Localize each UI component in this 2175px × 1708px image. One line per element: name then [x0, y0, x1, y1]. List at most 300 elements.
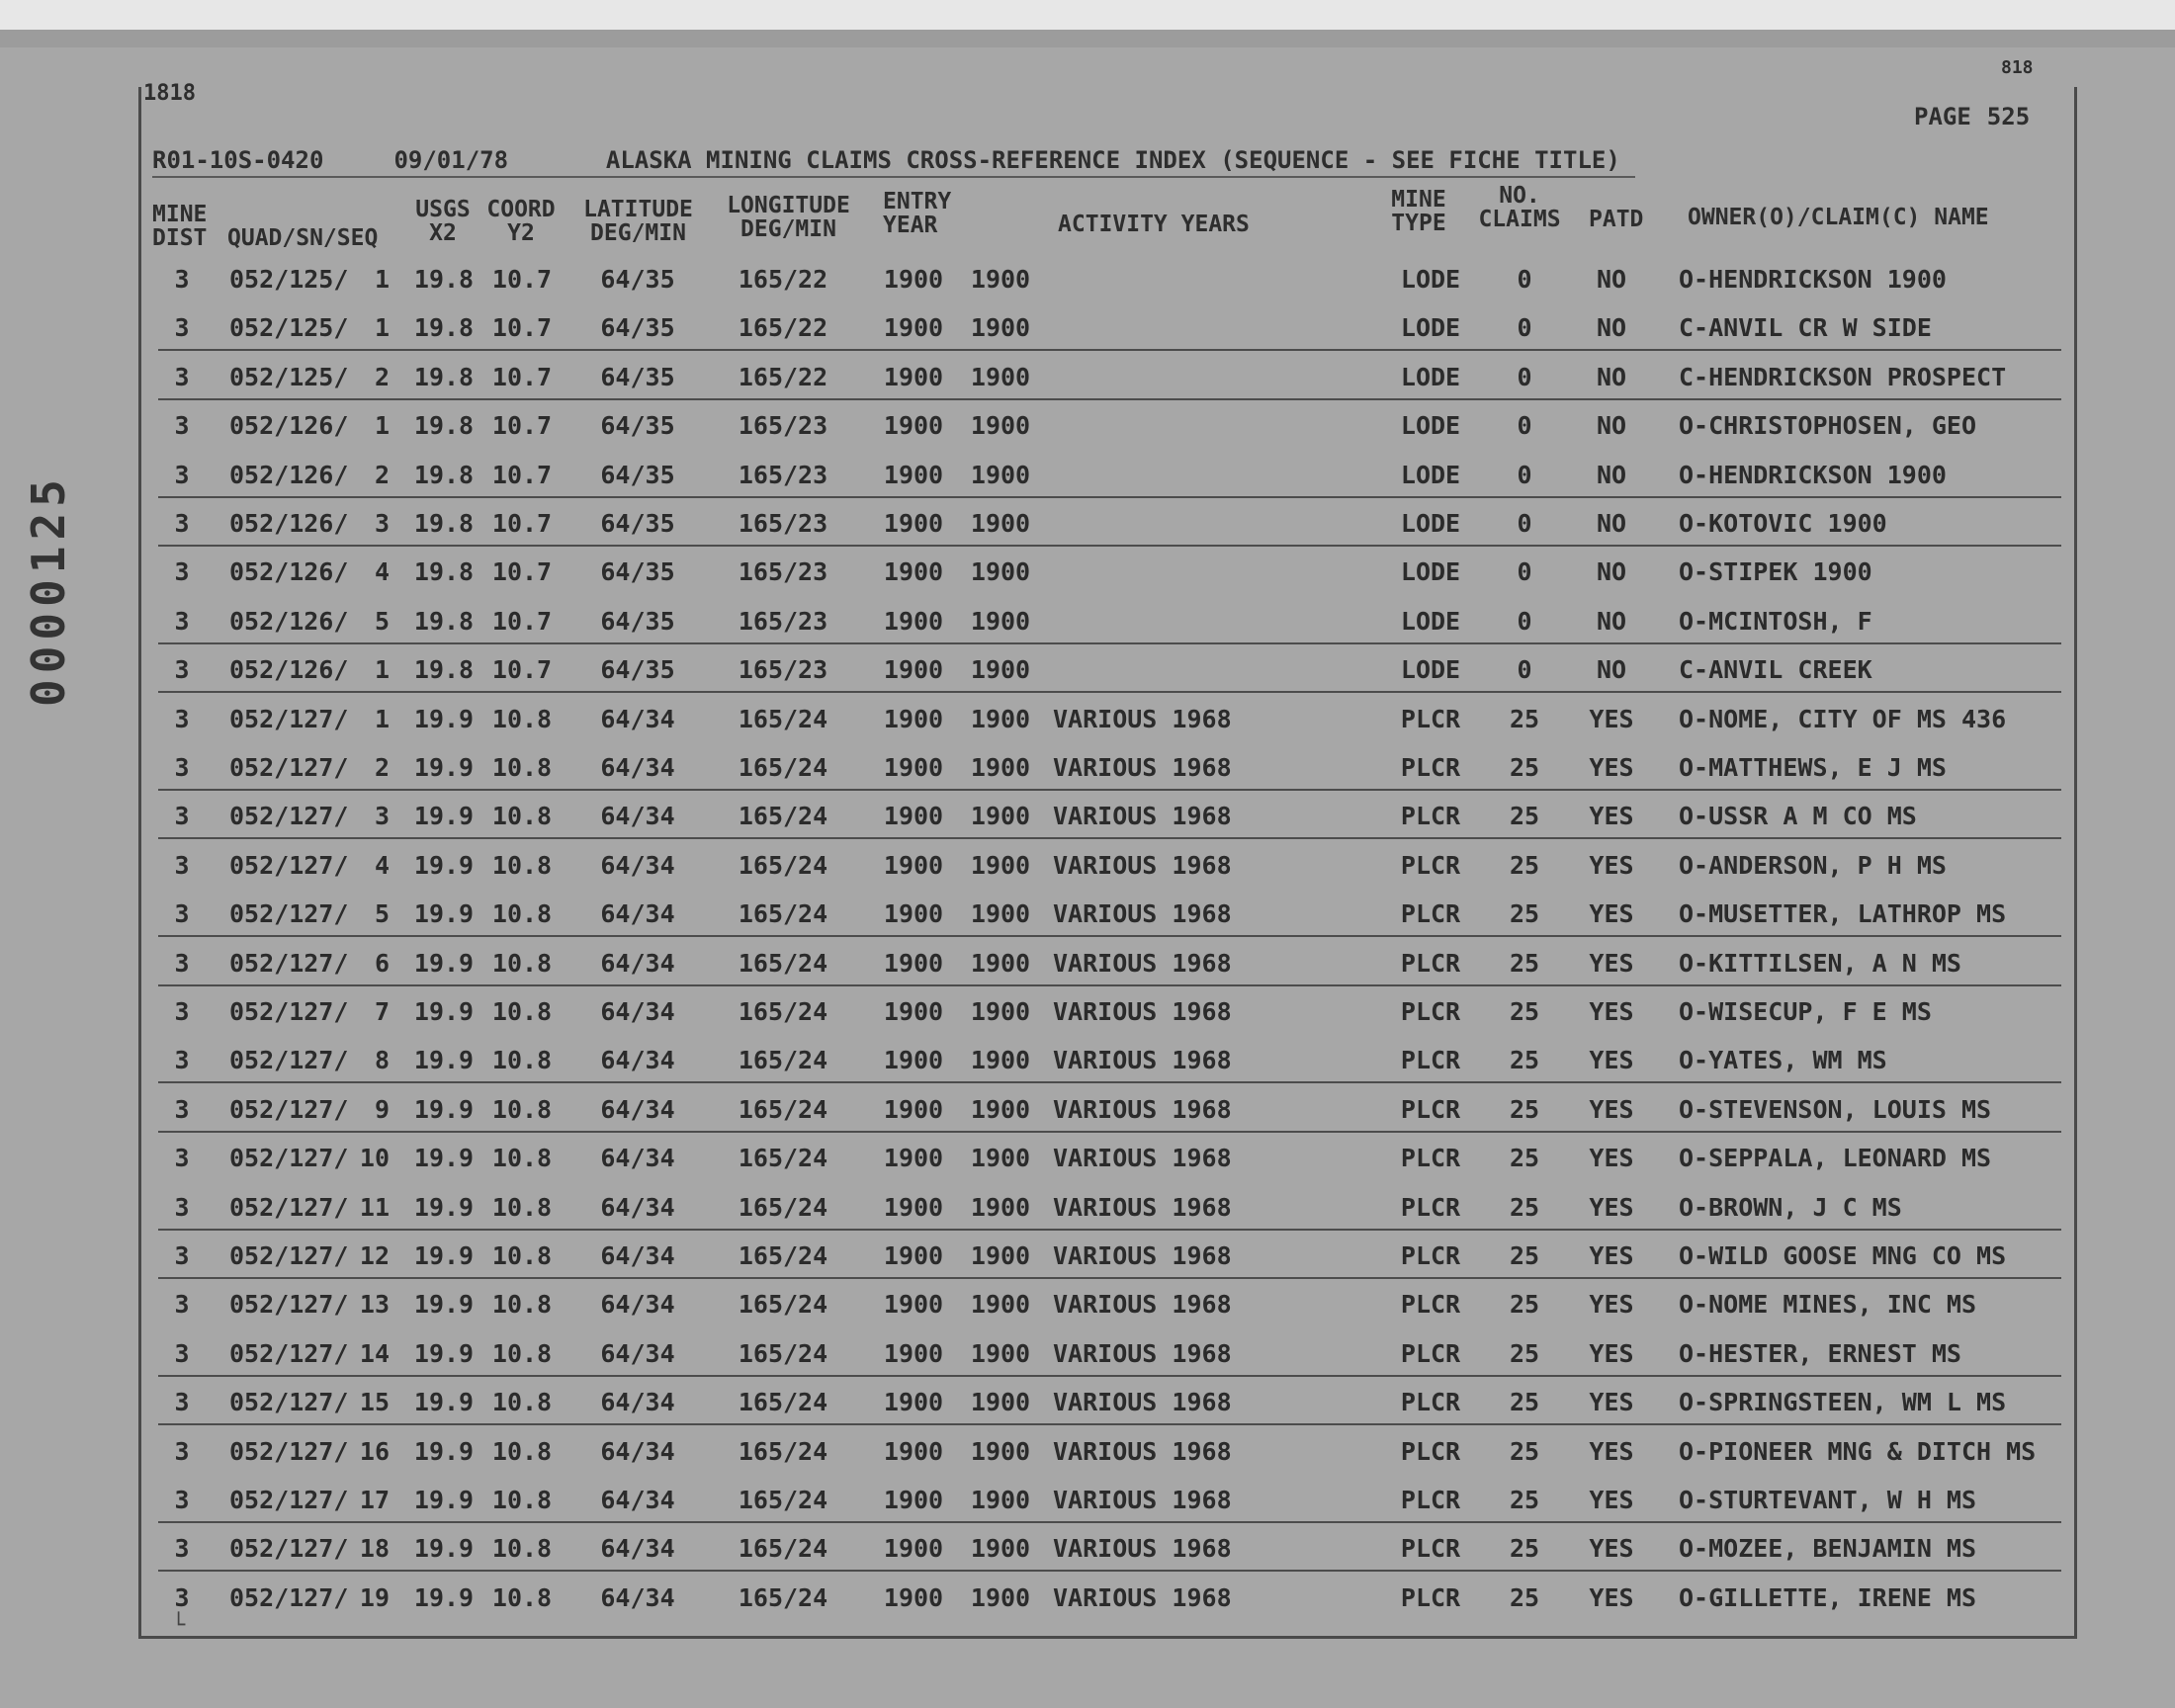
- cell-lon: 165/24: [738, 1534, 828, 1564]
- cell-name: O-SPRINGSTEEN, WM L MS: [1679, 1388, 2007, 1417]
- cell-lon: 165/24: [738, 1094, 828, 1124]
- cell-y: 10.8: [491, 1192, 553, 1222]
- col-mine-dist-line2: DIST: [152, 225, 208, 251]
- cell-quad: 052/126/: [229, 606, 349, 636]
- cell-x: 19.8: [413, 655, 475, 685]
- cell-y1: 1900: [883, 1338, 944, 1368]
- cell-y: 10.8: [491, 802, 553, 831]
- cell-name: O-MATTHEWS, E J MS: [1679, 753, 1947, 782]
- cell-lat: 64/34: [600, 1582, 675, 1612]
- cell-dist: 3: [174, 460, 190, 489]
- cell-quad: 052/127/: [229, 1534, 349, 1564]
- cell-pat: YES: [1589, 1388, 1634, 1417]
- cell-y2: 1900: [970, 460, 1031, 489]
- cell-lon: 165/24: [738, 704, 828, 733]
- cell-dist: 3: [174, 850, 190, 880]
- cell-claims: 25: [1509, 1144, 1540, 1173]
- col-coord: [481, 198, 561, 245]
- cell-act: VARIOUS 1968: [1053, 948, 1232, 978]
- cell-name: O-STURTEVANT, W H MS: [1679, 1486, 1977, 1514]
- cell-y2: 1900: [970, 411, 1031, 441]
- cell-y2: 1900: [970, 1388, 1031, 1417]
- cell-claims: 0: [1517, 460, 1532, 489]
- cell-dist: 3: [174, 1338, 190, 1368]
- cell-dist: 3: [174, 1534, 190, 1564]
- cell-y: 10.7: [491, 265, 553, 294]
- cell-act: VARIOUS 1968: [1053, 1094, 1232, 1124]
- cell-y2: 1900: [970, 1094, 1031, 1124]
- cell-lon: 165/22: [738, 265, 828, 294]
- table-row: [158, 1229, 2061, 1279]
- cell-quad: 052/127/: [229, 1388, 349, 1417]
- table-row: [158, 740, 2061, 791]
- cell-type: PLCR: [1400, 704, 1461, 733]
- cell-type: LODE: [1400, 655, 1461, 685]
- cell-y: 10.8: [491, 704, 553, 733]
- cell-lat: 64/34: [600, 704, 675, 733]
- cell-x: 19.8: [413, 362, 475, 391]
- cell-type: LODE: [1400, 509, 1461, 538]
- cell-name: O-GILLETTE, IRENE MS: [1679, 1582, 1977, 1612]
- cell-y2: 1900: [970, 1192, 1031, 1222]
- cell-name: O-MCINTOSH, F: [1679, 606, 1872, 636]
- cell-claims: 0: [1517, 313, 1532, 343]
- cell-seq: 13: [359, 1290, 390, 1320]
- cell-seq: 1: [374, 655, 390, 685]
- cell-seq: 1: [374, 411, 390, 441]
- cell-seq: 19: [359, 1582, 390, 1612]
- cell-quad: 052/126/: [229, 655, 349, 685]
- cell-y1: 1900: [883, 411, 944, 441]
- table-row: [158, 1571, 2061, 1619]
- cell-y2: 1900: [970, 265, 1031, 294]
- table-row: [158, 1277, 2061, 1325]
- cell-lon: 165/24: [738, 899, 828, 929]
- cell-x: 19.9: [413, 704, 475, 733]
- cell-claims: 25: [1509, 948, 1540, 978]
- cell-seq: 16: [359, 1436, 390, 1466]
- cell-y1: 1900: [883, 606, 944, 636]
- cell-lon: 165/24: [738, 1582, 828, 1612]
- table-row: [158, 887, 2061, 937]
- cell-y1: 1900: [883, 460, 944, 489]
- cell-x: 19.9: [413, 1436, 475, 1466]
- table-row: [158, 1424, 2061, 1473]
- cell-lon: 165/23: [738, 557, 828, 587]
- cell-lat: 64/35: [600, 557, 675, 587]
- cell-name: C-HENDRICKSON PROSPECT: [1679, 362, 2007, 391]
- cell-x: 19.9: [413, 1338, 475, 1368]
- cell-name: O-HENDRICKSON 1900: [1679, 460, 1947, 489]
- report-title: ALASKA MINING CLAIMS CROSS-REFERENCE INDEX (SEQUENCE - SEE FICHE TITLE): [605, 146, 1620, 174]
- cell-y1: 1900: [883, 802, 944, 831]
- cell-pat: NO: [1596, 557, 1627, 587]
- cell-lat: 64/34: [600, 802, 675, 831]
- cell-dist: 3: [174, 802, 190, 831]
- cell-y1: 1900: [883, 1094, 944, 1124]
- cell-pat: YES: [1589, 1338, 1634, 1368]
- cell-y1: 1900: [883, 948, 944, 978]
- cell-type: PLCR: [1400, 753, 1461, 782]
- cell-pat: NO: [1596, 509, 1627, 538]
- cell-seq: 1: [374, 313, 390, 343]
- table-row: [158, 692, 2061, 740]
- cell-lat: 64/34: [600, 1241, 675, 1270]
- cell-y: 10.8: [491, 850, 553, 880]
- cell-type: PLCR: [1400, 1046, 1461, 1075]
- cell-name: O-SEPPALA, LEONARD MS: [1679, 1144, 1992, 1173]
- cell-quad: 052/125/: [229, 265, 349, 294]
- cell-y: 10.8: [491, 1582, 553, 1612]
- cell-seq: 11: [359, 1192, 390, 1222]
- cell-pat: YES: [1589, 1144, 1634, 1173]
- cell-lon: 165/24: [738, 1338, 828, 1368]
- cell-lon: 165/24: [738, 1241, 828, 1270]
- cell-dist: 3: [174, 1582, 190, 1612]
- cell-y1: 1900: [883, 997, 944, 1026]
- corner-code: 818: [2001, 57, 2034, 78]
- cell-name: O-STIPEK 1900: [1679, 557, 1872, 587]
- cell-dist: 3: [174, 1046, 190, 1075]
- cell-dist: 3: [174, 557, 190, 587]
- cell-claims: 25: [1509, 1290, 1540, 1320]
- cell-y: 10.7: [491, 509, 553, 538]
- cell-y: 10.8: [491, 1290, 553, 1320]
- cell-y1: 1900: [883, 1046, 944, 1075]
- table-row: [158, 496, 2061, 547]
- col-coord-line2: Y2: [507, 220, 535, 246]
- cell-dist: 3: [174, 1241, 190, 1270]
- cell-seq: 7: [374, 997, 390, 1026]
- cell-dist: 3: [174, 509, 190, 538]
- cell-lat: 64/34: [600, 1046, 675, 1075]
- cell-y: 10.8: [491, 1046, 553, 1075]
- cell-name: O-USSR A M CO MS: [1679, 802, 1917, 831]
- cell-lat: 64/34: [600, 1388, 675, 1417]
- cell-dist: 3: [174, 704, 190, 733]
- cell-seq: 8: [374, 1046, 390, 1075]
- cell-x: 19.9: [413, 1534, 475, 1564]
- cell-y2: 1900: [970, 606, 1031, 636]
- cell-claims: 25: [1509, 850, 1540, 880]
- table-row: [158, 642, 2061, 693]
- cell-y2: 1900: [970, 948, 1031, 978]
- cell-claims: 25: [1509, 1534, 1540, 1564]
- cell-y2: 1900: [970, 997, 1031, 1026]
- cell-type: LODE: [1400, 411, 1461, 441]
- cell-x: 19.8: [413, 557, 475, 587]
- cell-claims: 25: [1509, 1192, 1540, 1222]
- table-row: [158, 1521, 2061, 1572]
- cell-lat: 64/35: [600, 460, 675, 489]
- cell-lat: 64/35: [600, 313, 675, 343]
- cell-claims: 25: [1509, 1094, 1540, 1124]
- cell-claims: 25: [1509, 997, 1540, 1026]
- cell-y1: 1900: [883, 704, 944, 733]
- report-header: [152, 146, 1635, 174]
- cell-y2: 1900: [970, 899, 1031, 929]
- cell-y2: 1900: [970, 850, 1031, 880]
- cell-claims: 25: [1509, 1388, 1540, 1417]
- cell-dist: 3: [174, 1486, 190, 1514]
- cell-lat: 64/35: [600, 655, 675, 685]
- cell-y1: 1900: [883, 1241, 944, 1270]
- cell-seq: 4: [374, 850, 390, 880]
- cell-dist: 3: [174, 899, 190, 929]
- cell-dist: 3: [174, 1192, 190, 1222]
- cell-dist: 3: [174, 313, 190, 343]
- cell-pat: YES: [1589, 1486, 1634, 1514]
- cell-claims: 25: [1509, 899, 1540, 929]
- cell-y1: 1900: [883, 1436, 944, 1466]
- cell-lat: 64/34: [600, 1192, 675, 1222]
- cell-seq: 10: [359, 1144, 390, 1173]
- col-entry-line1: ENTRY: [883, 189, 952, 214]
- table-row: [158, 1131, 2061, 1179]
- cell-lat: 64/34: [600, 753, 675, 782]
- cell-act: VARIOUS 1968: [1053, 802, 1232, 831]
- col-mine-dist: [152, 203, 207, 250]
- cell-lon: 165/24: [738, 948, 828, 978]
- cell-x: 19.9: [413, 1290, 475, 1320]
- cell-claims: 25: [1509, 1582, 1540, 1612]
- cell-lon: 165/24: [738, 1388, 828, 1417]
- cell-lon: 165/23: [738, 411, 828, 441]
- cell-pat: NO: [1596, 265, 1627, 294]
- cell-type: PLCR: [1400, 948, 1461, 978]
- cell-act: VARIOUS 1968: [1053, 1582, 1232, 1612]
- cell-x: 19.9: [413, 1582, 475, 1612]
- cell-claims: 25: [1509, 753, 1540, 782]
- cell-type: LODE: [1400, 313, 1461, 343]
- cell-y: 10.8: [491, 899, 553, 929]
- cell-pat: YES: [1589, 1192, 1634, 1222]
- cell-type: PLCR: [1400, 997, 1461, 1026]
- cell-y2: 1900: [970, 1486, 1031, 1514]
- cell-y: 10.7: [491, 411, 553, 441]
- cell-x: 19.9: [413, 753, 475, 782]
- cell-lon: 165/24: [738, 1144, 828, 1173]
- cell-quad: 052/127/: [229, 1046, 349, 1075]
- cell-y: 10.8: [491, 1388, 553, 1417]
- header-underline: [152, 176, 1635, 178]
- cell-y: 10.7: [491, 557, 553, 587]
- cell-y1: 1900: [883, 265, 944, 294]
- cell-name: C-ANVIL CREEK: [1679, 655, 1872, 685]
- cell-type: LODE: [1400, 606, 1461, 636]
- cell-act: VARIOUS 1968: [1053, 1144, 1232, 1173]
- cell-x: 19.9: [413, 1144, 475, 1173]
- cell-dist: 3: [174, 753, 190, 782]
- table-row: [158, 1180, 2061, 1231]
- cell-y: 10.8: [491, 1534, 553, 1564]
- cell-seq: 17: [359, 1486, 390, 1514]
- cell-x: 19.9: [413, 1486, 475, 1514]
- cell-act: VARIOUS 1968: [1053, 1534, 1232, 1564]
- cell-y2: 1900: [970, 509, 1031, 538]
- cell-lat: 64/35: [600, 265, 675, 294]
- cell-seq: 2: [374, 753, 390, 782]
- cell-y: 10.8: [491, 1338, 553, 1368]
- cell-act: VARIOUS 1968: [1053, 1046, 1232, 1075]
- cell-name: O-MUSETTER, LATHROP MS: [1679, 899, 2007, 929]
- cell-type: PLCR: [1400, 802, 1461, 831]
- cell-dist: 3: [174, 1094, 190, 1124]
- cell-type: PLCR: [1400, 1192, 1461, 1222]
- cell-seq: 1: [374, 704, 390, 733]
- table-row: [158, 398, 2061, 447]
- cell-dist: 3: [174, 606, 190, 636]
- cell-lon: 165/22: [738, 362, 828, 391]
- cell-dist: 3: [174, 1144, 190, 1173]
- cell-act: VARIOUS 1968: [1053, 899, 1232, 929]
- cell-quad: 052/125/: [229, 313, 349, 343]
- cell-pat: NO: [1596, 460, 1627, 489]
- cell-y: 10.7: [491, 606, 553, 636]
- table-row: [158, 1082, 2061, 1133]
- cell-y1: 1900: [883, 509, 944, 538]
- cell-quad: 052/127/: [229, 1290, 349, 1320]
- cell-claims: 0: [1517, 557, 1532, 587]
- cell-act: VARIOUS 1968: [1053, 1338, 1232, 1368]
- col-usgs-line1: USGS: [415, 197, 471, 222]
- cell-lon: 165/23: [738, 655, 828, 685]
- cell-seq: 4: [374, 557, 390, 587]
- cell-y1: 1900: [883, 362, 944, 391]
- table-row: [158, 252, 2061, 300]
- cell-pat: YES: [1589, 1094, 1634, 1124]
- table-row: [158, 1033, 2061, 1083]
- cell-quad: 052/127/: [229, 704, 349, 733]
- cell-y: 10.8: [491, 1241, 553, 1270]
- cell-pat: YES: [1589, 1534, 1634, 1564]
- cell-seq: 2: [374, 460, 390, 489]
- cell-lat: 64/34: [600, 1534, 675, 1564]
- table-row: [158, 984, 2061, 1033]
- cell-y: 10.7: [491, 313, 553, 343]
- cell-name: O-NOME, CITY OF MS 436: [1679, 704, 2007, 733]
- cell-lon: 165/24: [738, 753, 828, 782]
- cell-lon: 165/24: [738, 802, 828, 831]
- cell-y2: 1900: [970, 1290, 1031, 1320]
- cell-quad: 052/126/: [229, 411, 349, 441]
- cell-name: O-KOTOVIC 1900: [1679, 509, 1887, 538]
- cell-lat: 64/34: [600, 850, 675, 880]
- table-row: [158, 448, 2061, 498]
- table-row: [158, 838, 2061, 887]
- cell-quad: 052/127/: [229, 1582, 349, 1612]
- col-longitude-line2: DEG/MIN: [740, 216, 836, 242]
- cell-name: C-ANVIL CR W SIDE: [1679, 313, 1932, 343]
- cell-pat: YES: [1589, 704, 1634, 733]
- cell-y: 10.8: [491, 1436, 553, 1466]
- cell-quad: 052/126/: [229, 557, 349, 587]
- cell-y1: 1900: [883, 1290, 944, 1320]
- cell-name: O-NOME MINES, INC MS: [1679, 1290, 1977, 1320]
- col-usgs-line2: X2: [429, 220, 457, 246]
- cell-claims: 0: [1517, 606, 1532, 636]
- cell-claims: 25: [1509, 704, 1540, 733]
- report-id: R01-10S-0420: [152, 146, 324, 174]
- cell-seq: 9: [374, 1094, 390, 1124]
- cell-y: 10.8: [491, 753, 553, 782]
- cell-y2: 1900: [970, 1582, 1031, 1612]
- cell-pat: YES: [1589, 899, 1634, 929]
- col-latitude: [581, 198, 695, 245]
- cell-lon: 165/23: [738, 509, 828, 538]
- cell-y1: 1900: [883, 557, 944, 587]
- col-latitude-line1: LATITUDE: [583, 197, 693, 222]
- cell-seq: 6: [374, 948, 390, 978]
- cell-name: O-WILD GOOSE MNG CO MS: [1679, 1241, 2007, 1270]
- cell-type: PLCR: [1400, 1290, 1461, 1320]
- cell-claims: 0: [1517, 655, 1532, 685]
- cell-act: VARIOUS 1968: [1053, 1436, 1232, 1466]
- cell-pat: YES: [1589, 753, 1634, 782]
- col-activity: ACTIVITY YEARS: [1058, 212, 1250, 237]
- cell-act: VARIOUS 1968: [1053, 1192, 1232, 1222]
- cell-quad: 052/127/: [229, 1338, 349, 1368]
- cell-y: 10.8: [491, 997, 553, 1026]
- cell-x: 19.9: [413, 1094, 475, 1124]
- cell-dist: 3: [174, 1436, 190, 1466]
- cell-y1: 1900: [883, 655, 944, 685]
- table-row: [158, 936, 2061, 986]
- cell-y1: 1900: [883, 313, 944, 343]
- cell-act: VARIOUS 1968: [1053, 1241, 1232, 1270]
- cell-lat: 64/34: [600, 899, 675, 929]
- col-owner-claim-name: OWNER(O)/CLAIM(C) NAME: [1688, 205, 1989, 230]
- cell-y2: 1900: [970, 313, 1031, 343]
- col-entry: [883, 190, 951, 237]
- cell-quad: 052/127/: [229, 753, 349, 782]
- cell-y: 10.7: [491, 362, 553, 391]
- cell-y2: 1900: [970, 1241, 1031, 1270]
- cell-claims: 25: [1509, 1486, 1540, 1514]
- col-claims-line2: CLAIMS: [1478, 207, 1561, 232]
- cell-quad: 052/126/: [229, 460, 349, 489]
- cell-lon: 165/23: [738, 606, 828, 636]
- cell-lon: 165/24: [738, 1290, 828, 1320]
- cell-lon: 165/24: [738, 1046, 828, 1075]
- cell-x: 19.9: [413, 899, 475, 929]
- cell-quad: 052/125/: [229, 362, 349, 391]
- col-mine-dist-line1: MINE: [152, 202, 208, 227]
- cell-quad: 052/127/: [229, 850, 349, 880]
- cell-type: PLCR: [1400, 1241, 1461, 1270]
- cell-name: O-BROWN, J C MS: [1679, 1192, 1902, 1222]
- col-mine-type-line2: TYPE: [1391, 211, 1446, 236]
- table-row: [158, 1473, 2061, 1523]
- cell-pat: NO: [1596, 313, 1627, 343]
- cell-name: O-PIONEER MNG & DITCH MS: [1679, 1436, 2037, 1466]
- cell-pat: NO: [1596, 606, 1627, 636]
- cell-lat: 64/34: [600, 1290, 675, 1320]
- frame-number: 1818: [143, 81, 196, 106]
- cell-name: O-HESTER, ERNEST MS: [1679, 1338, 1961, 1368]
- table-row: [158, 594, 2061, 644]
- cell-x: 19.8: [413, 460, 475, 489]
- cell-x: 19.9: [413, 1046, 475, 1075]
- cell-claims: 25: [1509, 802, 1540, 831]
- cell-y1: 1900: [883, 1192, 944, 1222]
- cell-y1: 1900: [883, 753, 944, 782]
- cell-lon: 165/24: [738, 997, 828, 1026]
- table-row: [158, 789, 2061, 839]
- col-coord-line1: COORD: [486, 197, 556, 222]
- cell-act: VARIOUS 1968: [1053, 753, 1232, 782]
- cell-y1: 1900: [883, 1534, 944, 1564]
